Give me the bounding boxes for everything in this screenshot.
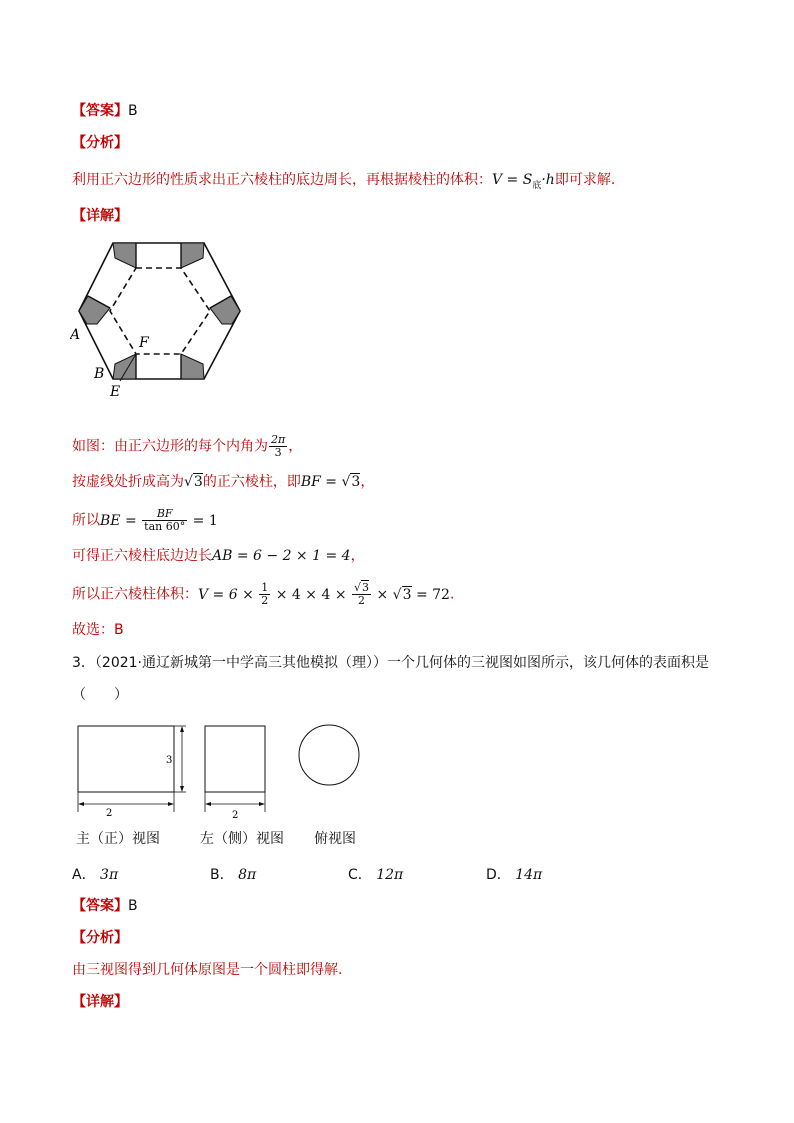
step-1	[72, 434, 302, 459]
sqrt-3: √3	[184, 474, 203, 490]
angle-fraction	[269, 434, 287, 459]
step-4	[72, 546, 365, 566]
analysis-3-label	[72, 928, 128, 948]
be-frac-den: tan 60°	[144, 520, 186, 533]
analysis-text-b: 即可求解.	[554, 172, 616, 188]
analysis-text-a: 利用正六边形的性质求出正六棱柱的底边周长，再根据棱柱的体积：	[72, 172, 492, 188]
option-d-value: 14π	[515, 867, 543, 883]
front-view-label: 主（正）视图	[76, 831, 160, 847]
vol-result: = 72	[415, 586, 450, 603]
be-frac-num: BF	[142, 508, 187, 521]
top-view-circle	[299, 725, 359, 785]
vol-frac-2	[352, 582, 371, 607]
option-c-letter: C．	[348, 867, 372, 883]
sqrt-radicand-2: 3	[351, 474, 361, 490]
analysis-label-text: 【分析】	[72, 135, 128, 151]
vol-frac-2-num: 3	[362, 581, 370, 594]
vol-mid: × 4 × 4 ×	[275, 586, 347, 603]
be-lhs: BE =	[100, 512, 137, 529]
step-2-text-b: 的正六棱柱，即	[202, 474, 301, 490]
vol-frac-1-num: 1	[261, 581, 269, 594]
detail-3-label-text: 【详解】	[72, 994, 128, 1010]
step-5-end: .	[449, 586, 455, 603]
answer-3-line	[72, 896, 138, 916]
step-4-text: 可得正六棱柱底边边长	[72, 548, 212, 564]
option-a-letter: A．	[72, 867, 96, 883]
vol-times: ×	[376, 586, 389, 603]
analysis-3-label-text: 【分析】	[72, 930, 128, 946]
label-B: B	[94, 366, 105, 382]
option-b[interactable]	[210, 864, 256, 884]
step-5	[72, 582, 454, 607]
frac-num: 2π	[271, 433, 286, 446]
detail-label-text: 【详解】	[72, 208, 128, 224]
option-c-value: 12π	[376, 867, 404, 883]
step-3-text: 所以	[72, 512, 100, 529]
answer-label: 【答案】	[72, 103, 128, 119]
answer-3-value: B	[128, 898, 138, 914]
vol-frac-1-den: 2	[261, 594, 269, 607]
formula-part: V = S	[492, 172, 533, 188]
volume-eq: V = 6 × $\frac{1}{2}$ × 4 × 4 × $\frac{√3}{2}$ × √3 = 72	[198, 581, 450, 607]
be-rhs: = 1	[192, 512, 218, 529]
step-3	[72, 508, 218, 533]
side-view-rect	[205, 726, 265, 792]
formula-sub: 底	[532, 180, 542, 191]
side-width-label: 2	[232, 810, 239, 821]
option-c[interactable]	[348, 864, 403, 884]
option-b-value: 8π	[238, 867, 257, 883]
label-E: E	[110, 384, 121, 400]
ab-eq: AB = 6 − 2 × 1 = 4	[212, 548, 351, 564]
be-eq	[100, 507, 218, 533]
bf-eq: BF = √3	[300, 474, 361, 490]
option-d-letter: D．	[486, 867, 511, 883]
step-2-text-a: 按虚线处折成高为	[72, 474, 184, 490]
formula-part-b: ·h	[541, 172, 555, 188]
sqrt-radicand: 3	[193, 474, 203, 490]
vol-sqrt: 3	[402, 586, 412, 603]
step-1-text: 如图：由正六边形的每个内角为	[72, 438, 268, 455]
vol-eq-a: V = 6 ×	[198, 586, 254, 603]
analysis-3-text: 由三视图得到几何体原图是一个圆柱即得解.	[72, 962, 343, 978]
option-b-letter: B．	[210, 867, 234, 883]
option-a-value: 3π	[100, 867, 119, 883]
volume-formula	[492, 172, 555, 191]
answer-3-label: 【答案】	[72, 898, 128, 914]
label-A: A	[70, 327, 81, 343]
label-F: F	[139, 335, 149, 351]
step-1-end: ，	[288, 438, 303, 455]
side-view-label: 左（侧）视图	[200, 831, 284, 847]
detail-label	[72, 206, 128, 226]
three-views-figure	[70, 718, 370, 828]
option-a[interactable]	[72, 864, 118, 884]
front-width-label: 2	[106, 808, 113, 819]
conclusion: 故选：B	[72, 622, 124, 638]
question-3-line-1: 3．（2021·通辽新城第一中学高三其他模拟（理））一个几何体的三视图如图所示，该几何体的表面积是	[72, 655, 709, 671]
step-2	[72, 472, 374, 492]
detail-3-label	[72, 992, 128, 1012]
frac-den: 3	[274, 446, 282, 459]
bf-eq-text: BF =	[300, 474, 338, 490]
vol-frac-2-num-wrap: √3	[354, 581, 370, 594]
vol-frac-2-den: 2	[358, 594, 366, 607]
analysis-text	[72, 170, 615, 196]
answer-line	[72, 101, 138, 121]
be-fraction	[142, 508, 187, 533]
front-view-rect	[78, 726, 174, 792]
question-3-line-2: （ ）	[72, 687, 128, 703]
answer-value: B	[128, 103, 138, 119]
step-5-text: 所以正六棱柱体积：	[72, 586, 198, 603]
top-view-label: 俯视图	[314, 831, 356, 847]
analysis-label	[72, 133, 128, 153]
hexagon-figure	[70, 236, 250, 402]
step-4-end: ，	[350, 548, 365, 564]
step-2-end: ，	[360, 474, 375, 490]
option-d[interactable]	[486, 864, 542, 884]
vol-frac-1	[259, 582, 270, 607]
height-label: 3	[166, 755, 173, 766]
